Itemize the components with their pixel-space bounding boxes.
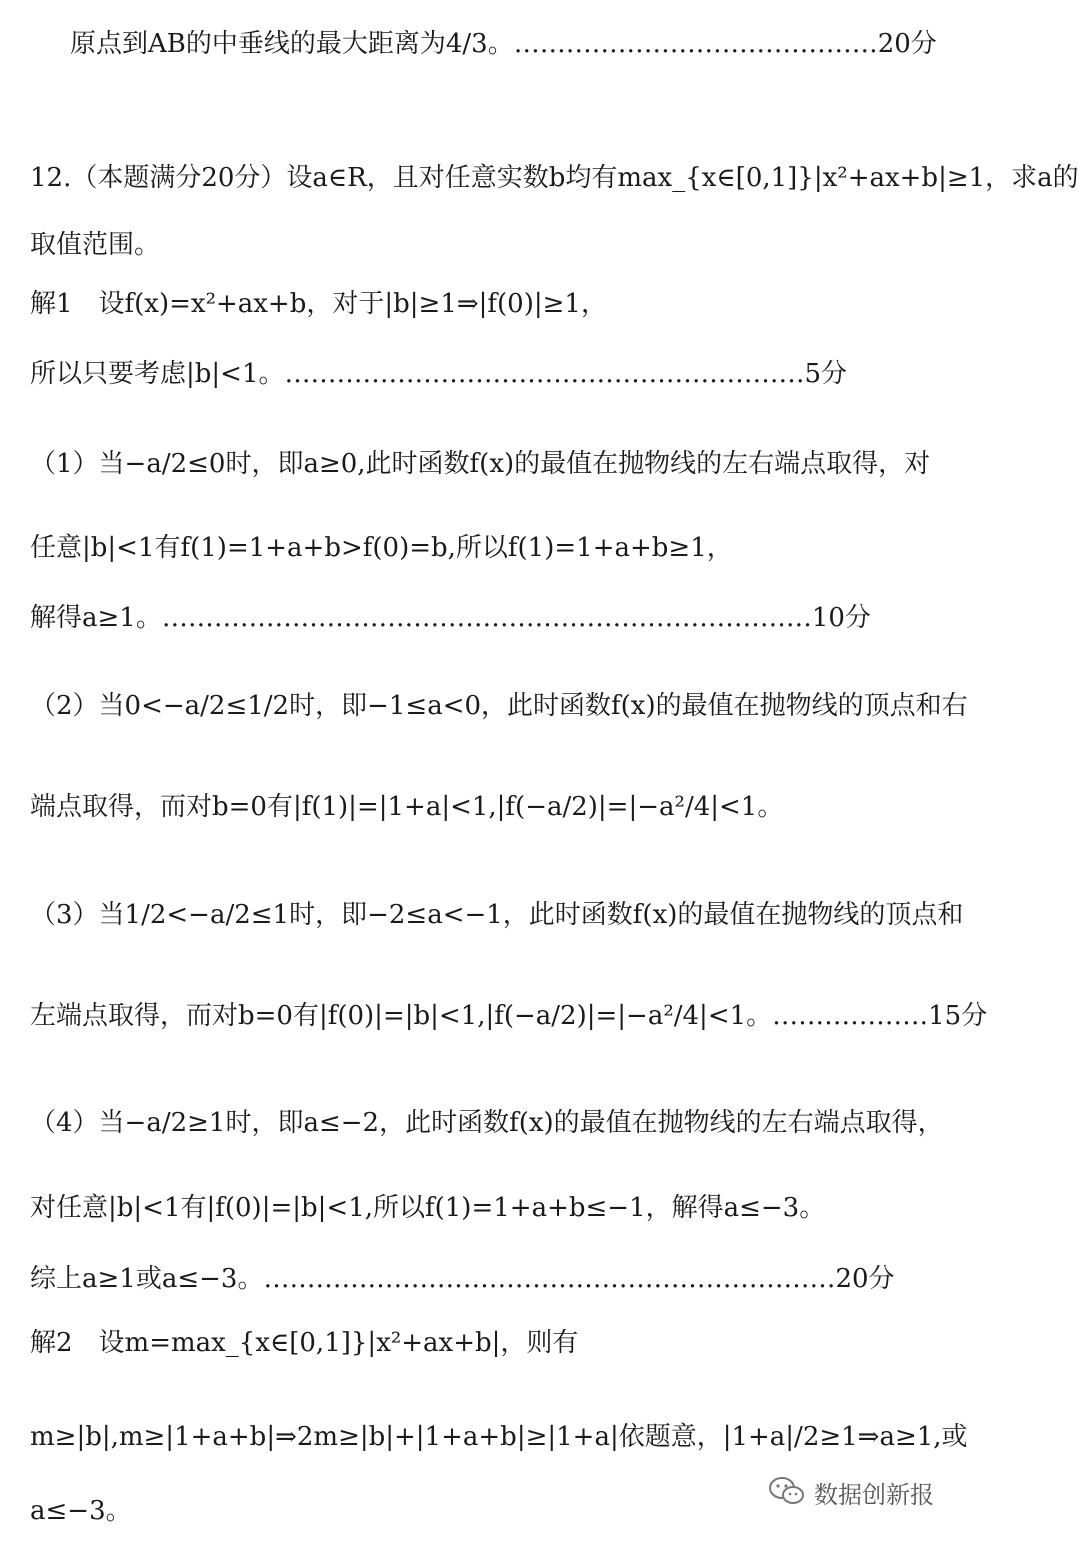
watermark-text: 数据创新报 [814, 1480, 934, 1509]
text-line-1: 原点到AB的中垂线的最大距离为4/3。……………………………………20分 [70, 29, 937, 59]
case-4-line-1: （4）当−a/2≥1时，即a≤−2，此时函数f(x)的最值在抛物线的左右端点取得， [30, 1108, 944, 1138]
solution-1-heading: 解1 设f(x)=x²+ax+b，对于|b|≥1⇒|f(0)|≥1， [30, 289, 607, 319]
case-2-line-2: 端点取得，而对b=0有|f(1)|=|1+a|<1,|f(−a/2)|=|−a²/4|<1。 [30, 792, 784, 822]
problem-12-title-cont: 取值范围。 [30, 230, 161, 260]
case-1-line-1: （1）当−a/2≤0时，即a≥0,此时函数f(x)的最值在抛物线的左右端点取得，对 [30, 449, 931, 479]
watermark-logo [768, 1470, 958, 1514]
conclusion-line: 综上a≥1或a≤−3。…………………………………………………………20分 [30, 1264, 895, 1294]
case-1-line-2: 任意|b|<1有f(1)=1+a+b>f(0)=b,所以f(1)=1+a+b≥1， [30, 533, 733, 563]
case-3-line-1: （3）当1/2<−a/2≤1时，即−2≤a<−1，此时函数f(x)的最值在抛物线的顶点和 [30, 900, 964, 930]
case-4-line-2: 对任意|b|<1有|f(0)|=|b|<1,所以f(1)=1+a+b≤−1，解得a≤−3。 [30, 1193, 826, 1223]
solution-2-line-2: m≥|b|,m≥|1+a+b|⇒2m≥|b|+|1+a+b|≥|1+a|依题意，|1+a|/2≥1⇒a≥1,或 [30, 1422, 968, 1452]
solution-1-line-2: 所以只要考虑|b|<1。……………………………………………………5分 [30, 359, 848, 389]
solution-2-line-3: a≤−3。 [30, 1496, 132, 1526]
case-3-line-2: 左端点取得，而对b=0有|f(0)|=|b|<1,|f(−a/2)|=|−a²/4|<1。………………15分 [30, 1001, 988, 1031]
case-2-line-1: （2）当0<−a/2≤1/2时，即−1≤a<0，此时函数f(x)的最值在抛物线的顶点和右 [30, 691, 968, 721]
solution-2-heading: 解2 设m=max_{x∈[0,1]}|x²+ax+b|，则有 [30, 1328, 579, 1358]
case-1-line-3: 解得a≥1。…………………………………………………………………10分 [30, 603, 871, 633]
wechat-icon [768, 1476, 806, 1508]
problem-12-title: 12.（本题满分20分）设a∈R，且对任意实数b均有max_{x∈[0,1]}|x²+ax+b|≥1，求a的 [30, 163, 1079, 193]
